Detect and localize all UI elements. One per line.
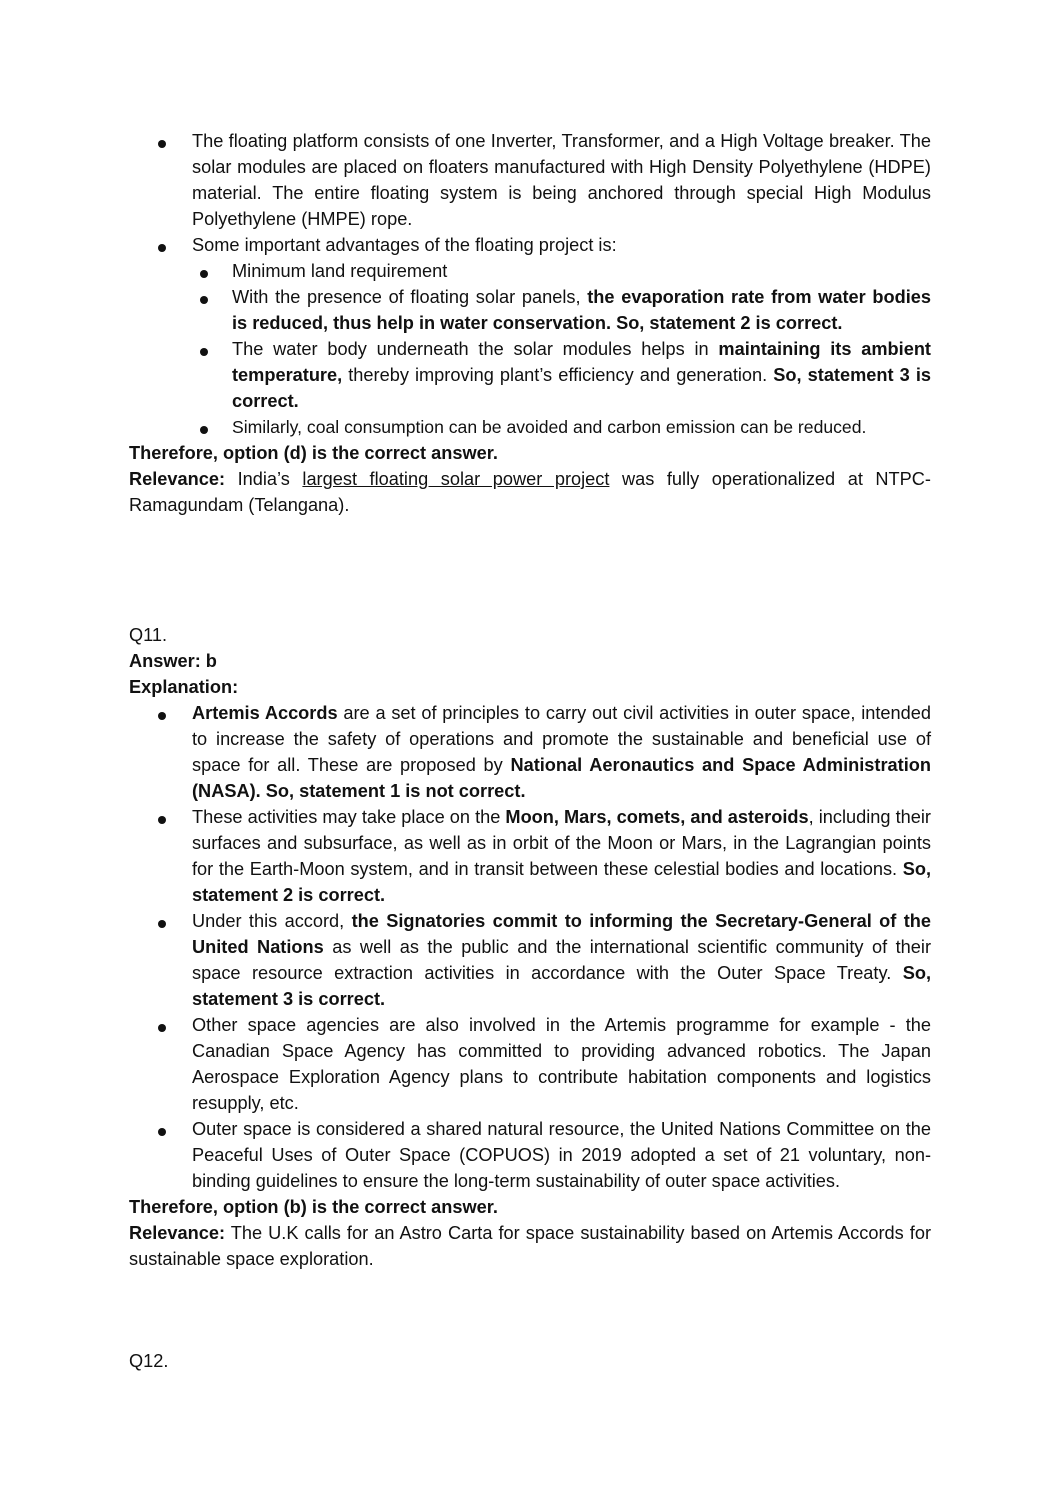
relevance-link[interactable]: largest floating solar power project: [302, 469, 610, 489]
q11-bullet-5: Outer space is considered a shared natural resource, the United Nations Committee on the Peaceful Uses of Outer Space (COPUOS) in 2019 adopted a set of 21 voluntary, non-binding guidelines to ensure the long-term sustainability of outer space activities.: [192, 1119, 931, 1191]
q12-number: Q12.: [129, 1351, 169, 1371]
q10-sub-bullet-1: Minimum land requirement: [232, 261, 448, 281]
q10-sub-bullet-3: The water body underneath the solar modules helps in maintaining its ambient temperature, thereby improving plant’s efficiency and generation. So, statement 3 is correct.: [232, 339, 931, 411]
bullet-icon: [158, 1128, 166, 1136]
q11-bullet-2: These activities may take place on the Moon, Mars, comets, and asteroids, including their surfaces and subsurface, as well as in orbit of the Moon or Mars, in the Lagrangian points for the Earth-Moon system, and in transit between these celestial bodies and locations. So, statement 2 is correct.: [192, 807, 931, 905]
bullet-icon: [158, 244, 166, 252]
q11-bullet-4: Other space agencies are also involved in the Artemis programme for example - the Canadian Space Agency has committed to providing advanced robotics. The Japan Aerospace Exploration Agency plans to contribute habitation components and logistics resupply, etc.: [192, 1015, 931, 1113]
q10-sub-bullet-4: Similarly, coal consumption can be avoided and carbon emission can be reduced.: [232, 417, 867, 437]
bullet-icon: [200, 270, 208, 278]
q11-explanation-label: Explanation:: [129, 677, 239, 697]
bullet-text: Some important advantages of the floating project is:: [192, 235, 617, 255]
bullet-icon: [200, 426, 208, 434]
q11-conclusion: Therefore, option (b) is the correct answer.: [129, 1197, 498, 1217]
bullet-icon: [158, 816, 166, 824]
q11-number: Q11.: [129, 625, 168, 645]
q10-conclusion: Therefore, option (d) is the correct answer.: [129, 443, 498, 463]
q10-bullet-1: [192, 128, 931, 232]
q11-relevance: Relevance: The U.K calls for an Astro Carta for space sustainability based on Artemis Accords for sustainable space exploration.: [129, 1223, 931, 1269]
q11-bullet-1: Artemis Accords are a set of principles to carry out civil activities in outer space, intended to increase the safety of operations and promote the sustainable and beneficial use of space for all. These are proposed by National Aeronautics and Space Administration (NASA). So, statement 1 is not correct.: [192, 703, 931, 801]
q10-sub-bullet-2: With the presence of floating solar panels, the evaporation rate from water bodies is reduced, thus help in water conservation. So, statement 2 is correct.: [232, 287, 932, 333]
bullet-icon: [158, 1024, 166, 1032]
bullet-icon: [158, 920, 166, 928]
bullet-icon: [200, 348, 208, 356]
bullet-icon: [200, 296, 208, 304]
q11-answer: Answer: b: [129, 651, 217, 671]
q10-relevance: Relevance: India’s largest floating solar power project was fully operationalized at NTPC-Ramagundam (Telangana).: [129, 469, 931, 515]
bullet-icon: [158, 712, 166, 720]
q11-bullet-3: Under this accord, the Signatories commit to informing the Secretary-General of the United Nations as well as the public and the international scientific community of their space resource extraction activities in accordance with the Outer Space Treaty. So, statement 3 is correct.: [192, 911, 932, 1009]
q10-bullet-2: [192, 232, 617, 258]
bullet-icon: [158, 140, 166, 148]
bullet-text: The floating platform consists of one Inverter, Transformer, and a High Voltage breaker. The solar modules are placed on floaters manufactured with High Density Polyethylene (HDPE) material. The entire floating system is being anchored through special High Modulus Polyethylene (HMPE) rope.: [192, 131, 931, 229]
